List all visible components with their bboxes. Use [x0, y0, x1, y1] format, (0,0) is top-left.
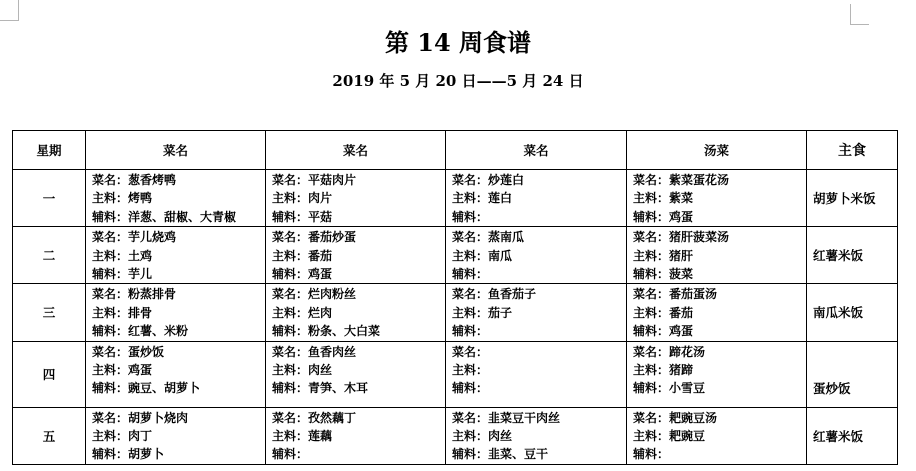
- soup-cell: [627, 407, 807, 464]
- dish-name-value: 番茄炒蛋: [308, 230, 357, 245]
- dish-name-value: 猪肝菠菜汤: [669, 230, 730, 245]
- dish-name-value: 葱香烤鸭: [128, 173, 177, 187]
- header-dish-1: 菜名: [86, 131, 266, 170]
- dish-name-value: 鱼香茄子: [488, 287, 537, 302]
- header-weekday: 星期: [13, 131, 86, 170]
- aux-ingredient-value: 鸡蛋: [669, 209, 694, 224]
- main-ingredient-label: 主料：: [272, 305, 309, 320]
- main-ingredient-value: 土鸡: [128, 248, 153, 263]
- main-ingredient-line: [633, 304, 806, 322]
- header-soup: 汤菜: [627, 131, 807, 170]
- dish-name-label: 菜名：: [272, 230, 309, 245]
- main-ingredient-label: 主料：: [452, 305, 489, 320]
- main-ingredient-line: [452, 427, 626, 445]
- dish-cell: [86, 227, 266, 284]
- main-ingredient-line: [452, 189, 626, 207]
- dish-cell: [86, 407, 266, 464]
- dish-name-line: [452, 228, 626, 246]
- main-ingredient-value: 番茄: [669, 305, 694, 320]
- aux-ingredient-line: [92, 322, 265, 340]
- dish-name-value: 平菇肉片: [308, 173, 357, 187]
- dish-cell: [266, 170, 446, 227]
- main-ingredient-label: 主料：: [272, 362, 309, 377]
- main-ingredient-value: 肉丝: [488, 428, 513, 443]
- soup-cell: [627, 284, 807, 341]
- dish-name-label: 菜名：: [633, 287, 670, 302]
- aux-ingredient-line: [92, 379, 265, 397]
- dish-name-line: [452, 171, 626, 189]
- dish-cell: [86, 341, 266, 407]
- aux-ingredient-label: 辅料：: [92, 381, 129, 396]
- weekly-menu-table: [12, 130, 898, 465]
- aux-ingredient-line: [633, 379, 806, 397]
- aux-ingredient-line: [452, 379, 626, 397]
- soup-cell: [627, 341, 807, 407]
- dish-name-label: 菜名：: [452, 173, 489, 187]
- aux-ingredient-value: 豌豆、胡萝卜: [128, 381, 201, 396]
- dish-cell: [266, 407, 446, 464]
- main-ingredient-value: 茄子: [488, 305, 513, 320]
- main-ingredient-label: 主料：: [633, 248, 670, 263]
- dish-name-value: 粉蒸排骨: [128, 287, 177, 302]
- dish-cell: [86, 284, 266, 341]
- dish-name-label: 菜名：: [92, 173, 129, 187]
- main-ingredient-value: 烤鸭: [128, 191, 153, 206]
- aux-ingredient-line: [272, 265, 445, 283]
- day-row: [13, 284, 898, 341]
- aux-ingredient-value: 韭菜、豆干: [488, 447, 549, 462]
- header-dish-3: 菜名: [446, 131, 627, 170]
- main-ingredient-label: 主料：: [92, 248, 129, 263]
- main-ingredient-label: 主料：: [92, 428, 129, 443]
- aux-ingredient-line: [272, 208, 445, 226]
- aux-ingredient-line: [92, 265, 265, 283]
- main-ingredient-value: 莲藕: [308, 428, 333, 443]
- day-row: [13, 341, 898, 407]
- main-ingredient-value: 紫菜: [669, 191, 694, 206]
- aux-ingredient-line: [92, 208, 265, 226]
- dish-name-value: 孜然藕丁: [308, 410, 357, 425]
- soup-cell: [627, 227, 807, 284]
- dish-name-line: [633, 343, 806, 361]
- page-title: 第 14 周食谱: [384, 28, 532, 57]
- main-ingredient-value: 耙豌豆: [669, 428, 706, 443]
- page-corner-mark-right: [850, 4, 869, 25]
- main-ingredient-label: 主料：: [272, 248, 309, 263]
- aux-ingredient-label: 辅料：: [452, 447, 489, 462]
- dish-name-label: 菜名：: [92, 344, 129, 359]
- aux-ingredient-line: [272, 322, 445, 340]
- aux-ingredient-label: 辅料：: [633, 266, 670, 281]
- aux-ingredient-line: [452, 265, 626, 283]
- aux-ingredient-label: 辅料：: [92, 266, 129, 281]
- page-corner-mark-left: [0, 0, 19, 21]
- main-ingredient-line: [272, 304, 445, 322]
- header-row: [13, 131, 898, 170]
- dish-name-label: 菜名：: [633, 230, 670, 245]
- dish-name-line: [452, 285, 626, 303]
- dish-name-label: 菜名：: [452, 287, 489, 302]
- aux-ingredient-line: [452, 322, 626, 340]
- main-ingredient-label: 主料：: [633, 191, 670, 206]
- weekday-cell: 二: [13, 227, 86, 284]
- main-ingredient-line: [272, 247, 445, 265]
- dish-cell: [266, 284, 446, 341]
- aux-ingredient-label: 辅料：: [272, 447, 309, 462]
- main-ingredient-label: 主料：: [633, 362, 670, 377]
- dish-name-value: 芋儿烧鸡: [128, 230, 177, 245]
- aux-ingredient-label: 辅料：: [272, 324, 309, 339]
- aux-ingredient-label: 辅料：: [452, 266, 489, 281]
- main-ingredient-value: 烂肉: [308, 305, 333, 320]
- dish-name-label: 菜名：: [272, 287, 309, 302]
- aux-ingredient-value: 平菇: [308, 209, 333, 224]
- dish-name-line: [272, 409, 445, 427]
- dish-cell: [446, 407, 627, 464]
- main-ingredient-line: [272, 427, 445, 445]
- main-ingredient-value: 排骨: [128, 305, 153, 320]
- dish-name-label: 菜名：: [272, 173, 309, 187]
- weekday-cell: 四: [13, 341, 86, 407]
- dish-name-value: 炒莲白: [488, 173, 525, 187]
- aux-ingredient-label: 辅料：: [272, 381, 309, 396]
- main-ingredient-value: 猪肝: [669, 248, 694, 263]
- aux-ingredient-value: 菠菜: [669, 266, 694, 281]
- dish-name-line: [92, 228, 265, 246]
- aux-ingredient-label: 辅料：: [92, 324, 129, 339]
- main-ingredient-line: [272, 361, 445, 379]
- aux-ingredient-value: 鸡蛋: [308, 266, 333, 281]
- aux-ingredient-value: 粉条、大白菜: [308, 324, 381, 339]
- header-staple: 主食: [807, 131, 898, 170]
- main-ingredient-label: 主料：: [92, 191, 129, 206]
- dish-cell: [86, 170, 266, 227]
- main-ingredient-line: [633, 361, 806, 379]
- dish-name-value: 紫菜蛋花汤: [669, 173, 730, 187]
- main-ingredient-line: [452, 247, 626, 265]
- aux-ingredient-value: 芋儿: [128, 266, 153, 281]
- dish-name-label: 菜名：: [272, 344, 309, 359]
- aux-ingredient-line: [633, 445, 806, 463]
- dish-name-line: [92, 409, 265, 427]
- dish-name-label: 菜名：: [452, 344, 489, 359]
- main-ingredient-value: 莲白: [488, 191, 513, 206]
- dish-name-value: 蹄花汤: [669, 344, 706, 359]
- dish-cell: [446, 170, 627, 227]
- main-ingredient-label: 主料：: [633, 305, 670, 320]
- dish-name-line: [452, 409, 626, 427]
- day-row: [13, 407, 898, 464]
- staple-cell: 胡萝卜米饭: [807, 170, 898, 227]
- aux-ingredient-label: 辅料：: [633, 381, 670, 396]
- aux-ingredient-value: 青笋、木耳: [308, 381, 369, 396]
- staple-cell: 红薯米饭: [807, 227, 898, 284]
- dish-name-label: 菜名：: [452, 410, 489, 425]
- main-ingredient-line: [452, 304, 626, 322]
- aux-ingredient-value: 红薯、米粉: [128, 324, 189, 339]
- header-dish-2: 菜名: [266, 131, 446, 170]
- dish-name-line: [272, 343, 445, 361]
- main-ingredient-line: [452, 361, 626, 379]
- dish-name-line: [92, 343, 265, 361]
- date-range: 2019 年 5 月 20 日——5 月 24 日: [332, 72, 584, 90]
- main-ingredient-line: [633, 189, 806, 207]
- dish-name-line: [92, 285, 265, 303]
- dish-name-value: 胡萝卜烧肉: [128, 410, 189, 425]
- dish-name-line: [92, 171, 265, 189]
- aux-ingredient-line: [633, 322, 806, 340]
- staple-cell: 红薯米饭: [807, 407, 898, 464]
- main-ingredient-line: [633, 247, 806, 265]
- aux-ingredient-line: [633, 265, 806, 283]
- soup-cell: [627, 170, 807, 227]
- aux-ingredient-value: 胡萝卜: [128, 447, 165, 462]
- aux-ingredient-label: 辅料：: [92, 209, 129, 224]
- main-ingredient-line: [92, 189, 265, 207]
- aux-ingredient-label: 辅料：: [633, 209, 670, 224]
- dish-name-line: [633, 409, 806, 427]
- aux-ingredient-label: 辅料：: [452, 209, 489, 224]
- weekday-cell: 一: [13, 170, 86, 227]
- main-ingredient-line: [92, 427, 265, 445]
- dish-cell: [266, 341, 446, 407]
- weekday-cell: 五: [13, 407, 86, 464]
- dish-name-line: [272, 285, 445, 303]
- dish-cell: [446, 227, 627, 284]
- dish-name-line: [272, 228, 445, 246]
- aux-ingredient-label: 辅料：: [452, 381, 489, 396]
- aux-ingredient-line: [272, 445, 445, 463]
- main-ingredient-label: 主料：: [452, 248, 489, 263]
- dish-name-label: 菜名：: [452, 230, 489, 245]
- main-ingredient-line: [272, 189, 445, 207]
- main-ingredient-label: 主料：: [272, 428, 309, 443]
- day-row: [13, 227, 898, 284]
- main-ingredient-label: 主料：: [633, 428, 670, 443]
- aux-ingredient-label: 辅料：: [633, 447, 670, 462]
- dish-name-value: 韭菜豆干肉丝: [488, 410, 561, 425]
- aux-ingredient-value: 鸡蛋: [669, 324, 694, 339]
- main-ingredient-label: 主料：: [92, 305, 129, 320]
- menu-body: [13, 170, 898, 465]
- main-ingredient-value: 猪蹄: [669, 362, 694, 377]
- dish-name-label: 菜名：: [633, 410, 670, 425]
- day-row: [13, 170, 898, 227]
- aux-ingredient-label: 辅料：: [452, 324, 489, 339]
- staple-cell: 南瓜米饭: [807, 284, 898, 341]
- main-ingredient-value: 肉丁: [128, 428, 153, 443]
- aux-ingredient-line: [633, 208, 806, 226]
- aux-ingredient-label: 辅料：: [92, 447, 129, 462]
- main-ingredient-label: 主料：: [452, 362, 489, 377]
- aux-ingredient-line: [452, 445, 626, 463]
- dish-name-value: 番茄蛋汤: [669, 287, 718, 302]
- main-ingredient-line: [92, 247, 265, 265]
- main-ingredient-label: 主料：: [452, 428, 489, 443]
- dish-name-label: 菜名：: [92, 230, 129, 245]
- dish-name-value: 蒸南瓜: [488, 230, 525, 245]
- dish-name-value: 烂肉粉丝: [308, 287, 357, 302]
- dish-name-line: [633, 171, 806, 189]
- dish-name-value: 鱼香肉丝: [308, 344, 357, 359]
- dish-name-line: [272, 171, 445, 189]
- main-ingredient-value: 南瓜: [488, 248, 513, 263]
- dish-name-value: 蛋炒饭: [128, 344, 165, 359]
- dish-name-line: [633, 285, 806, 303]
- main-ingredient-line: [92, 304, 265, 322]
- dish-name-value: 耙豌豆汤: [669, 410, 718, 425]
- aux-ingredient-line: [452, 208, 626, 226]
- aux-ingredient-line: [272, 379, 445, 397]
- dish-name-label: 菜名：: [92, 410, 129, 425]
- main-ingredient-line: [633, 427, 806, 445]
- aux-ingredient-label: 辅料：: [272, 209, 309, 224]
- dish-name-label: 菜名：: [92, 287, 129, 302]
- main-ingredient-line: [92, 361, 265, 379]
- aux-ingredient-line: [92, 445, 265, 463]
- main-ingredient-value: 肉丝: [308, 362, 333, 377]
- main-ingredient-value: 肉片: [308, 191, 333, 206]
- aux-ingredient-value: 小雪豆: [669, 381, 706, 396]
- aux-ingredient-label: 辅料：: [633, 324, 670, 339]
- main-ingredient-label: 主料：: [92, 362, 129, 377]
- dish-cell: [266, 227, 446, 284]
- main-ingredient-value: 番茄: [308, 248, 333, 263]
- dish-name-line: [452, 343, 626, 361]
- dish-name-label: 菜名：: [633, 344, 670, 359]
- main-ingredient-label: 主料：: [272, 191, 309, 206]
- aux-ingredient-value: 洋葱、甜椒、大青椒: [128, 209, 237, 224]
- dish-cell: [446, 284, 627, 341]
- staple-cell: 蛋炒饭: [807, 341, 898, 407]
- dish-cell: [446, 341, 627, 407]
- main-ingredient-value: 鸡蛋: [128, 362, 153, 377]
- main-ingredient-label: 主料：: [452, 191, 489, 206]
- aux-ingredient-label: 辅料：: [272, 266, 309, 281]
- dish-name-label: 菜名：: [633, 173, 670, 187]
- dish-name-label: 菜名：: [272, 410, 309, 425]
- dish-name-line: [633, 228, 806, 246]
- weekday-cell: 三: [13, 284, 86, 341]
